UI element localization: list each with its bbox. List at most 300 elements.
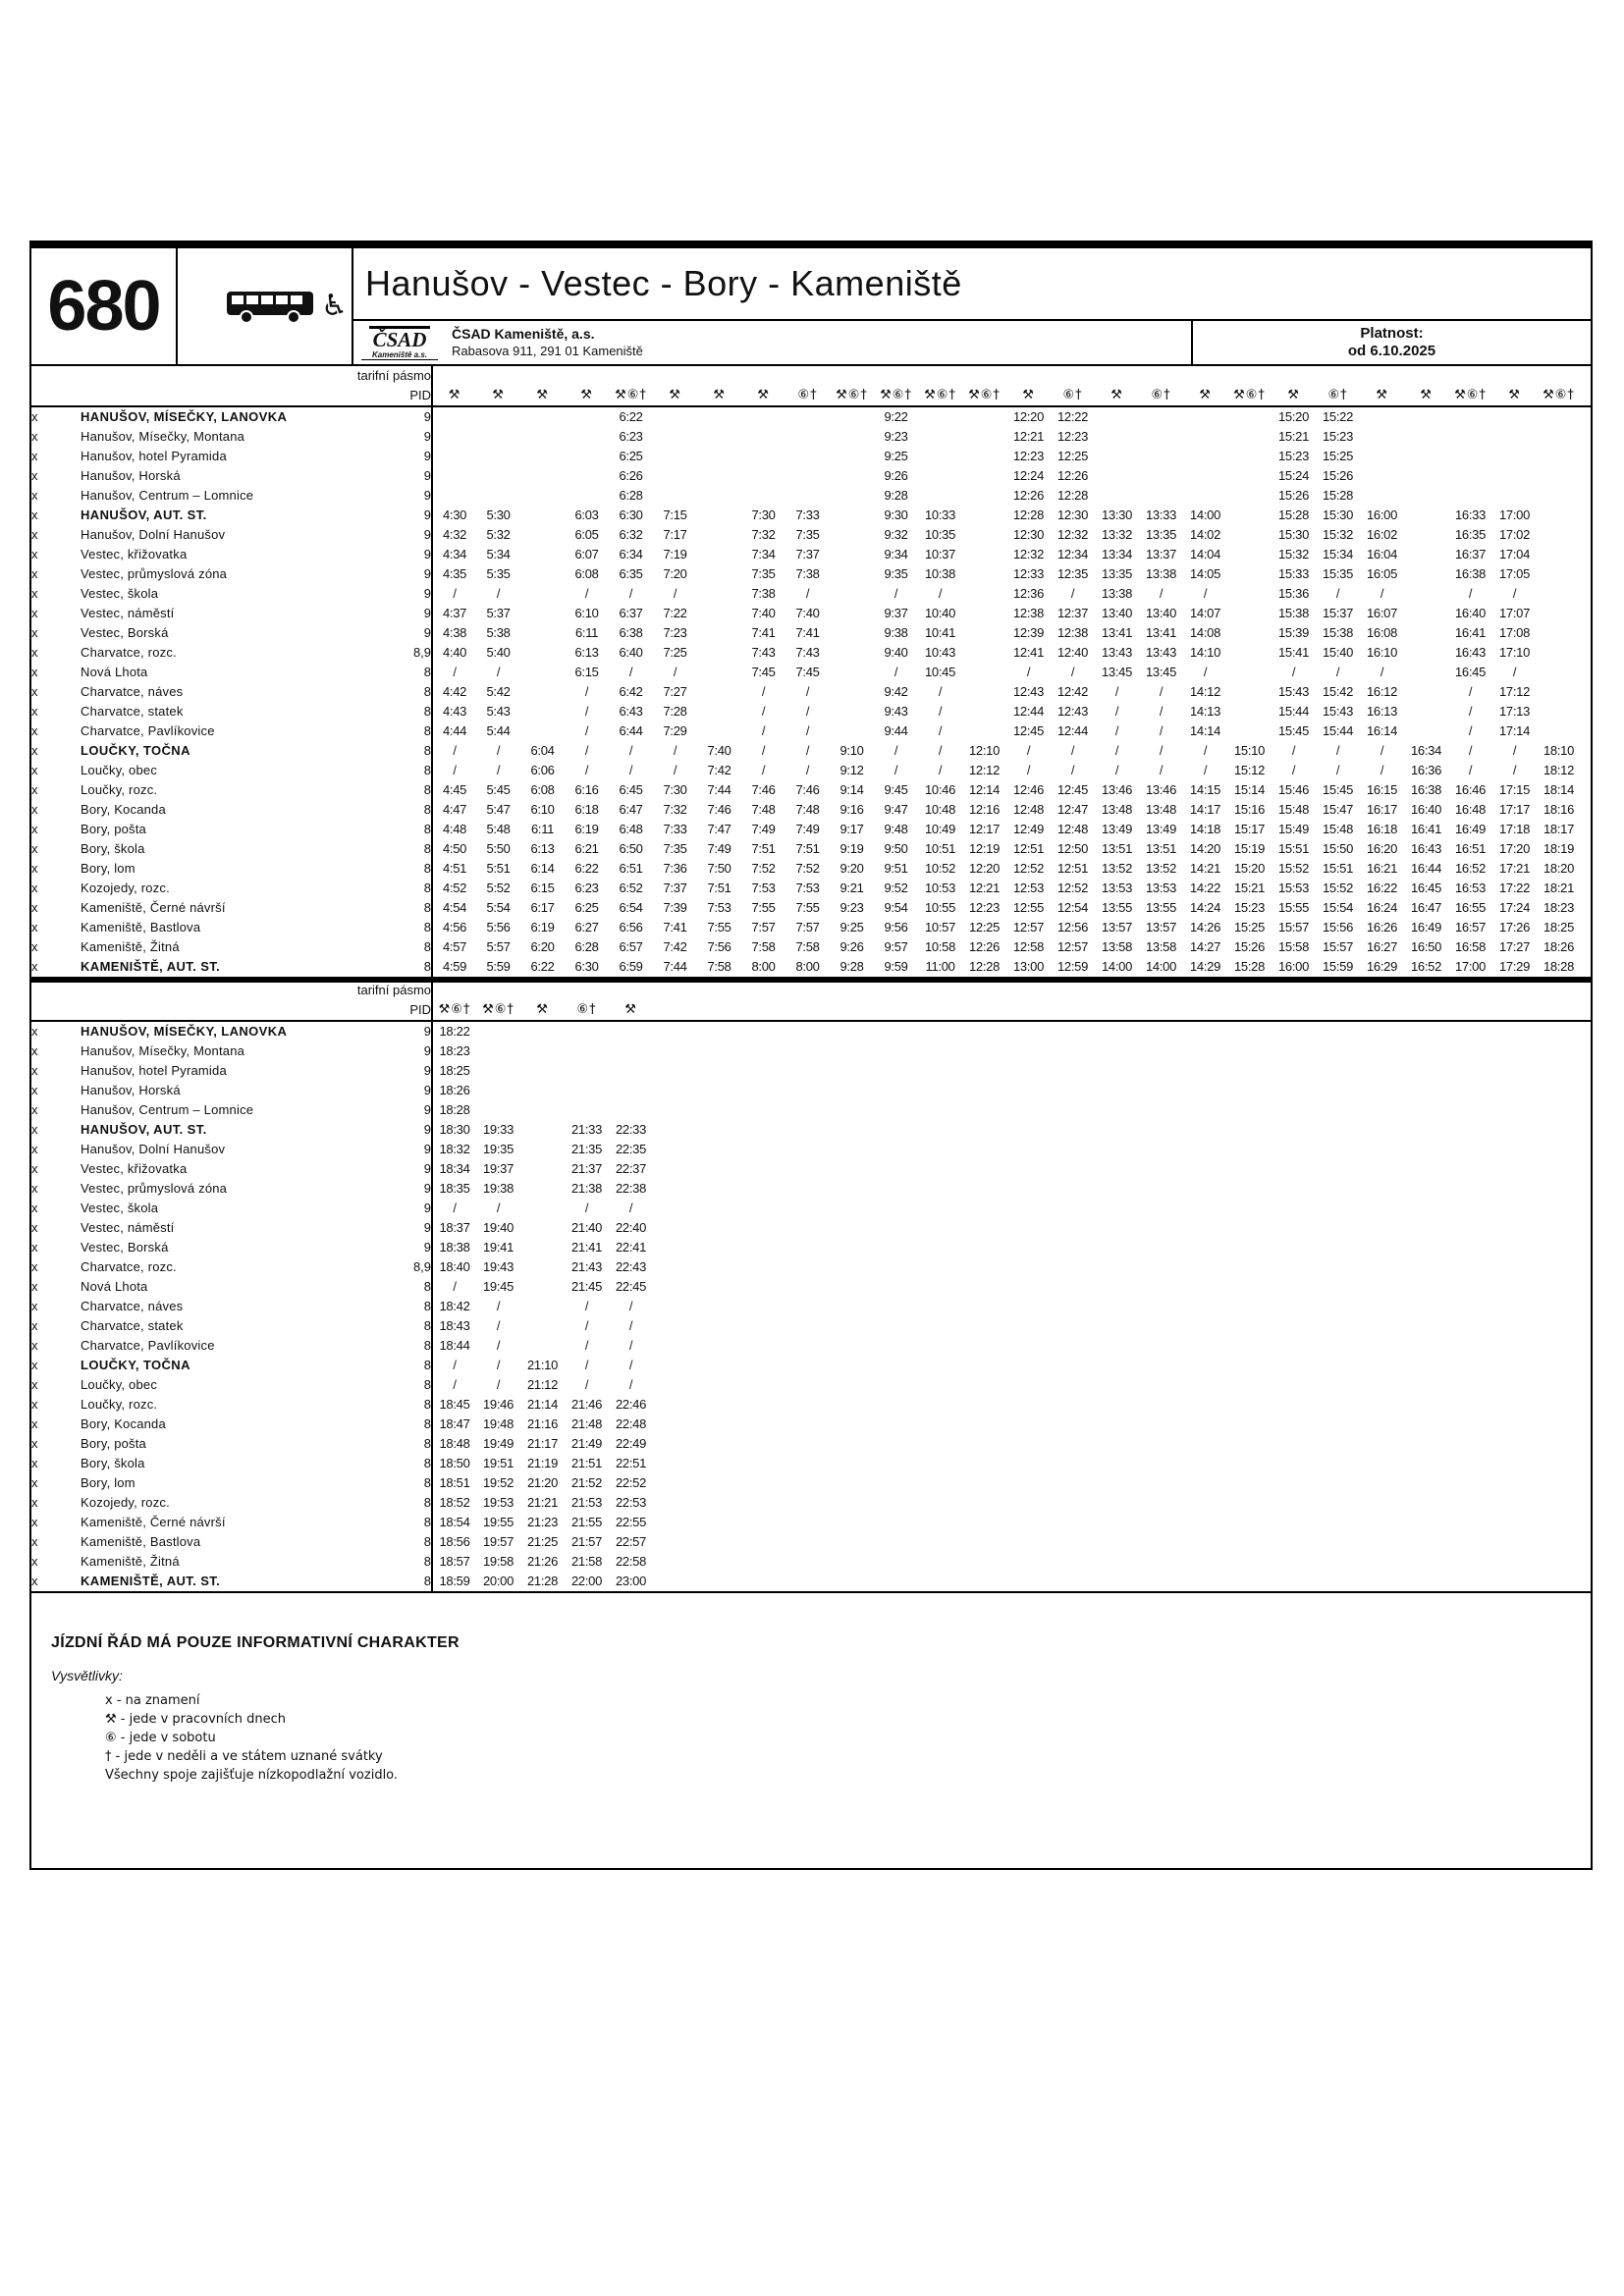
zone-cell: 8 [387, 918, 432, 937]
station-row [31, 447, 1591, 466]
station-row [31, 545, 1591, 564]
time-cell: / [584, 586, 589, 601]
time-cell: 6:27 [574, 920, 599, 934]
time-cell: 18:34 [439, 1161, 470, 1176]
time-cell: 14:02 [1190, 527, 1221, 542]
time-cell: 15:59 [1323, 959, 1354, 974]
station-name: Hanušov, Dolní Hanušov [81, 1142, 226, 1156]
time-cell: 9:38 [884, 625, 908, 640]
time-cell [1404, 447, 1448, 466]
time-cell: / [496, 1338, 501, 1353]
time-cell [830, 643, 874, 663]
zone-cell: 8 [387, 839, 432, 859]
time-cell [1139, 447, 1183, 466]
time-cell: 22:49 [616, 1436, 647, 1451]
time-cell: 7:44 [663, 959, 687, 974]
time-cell: 19:49 [483, 1436, 514, 1451]
time-cell: 12:54 [1057, 900, 1089, 915]
station-row [31, 780, 1591, 800]
time-cell: 12:20 [1013, 409, 1045, 424]
time-cell: 7:41 [795, 625, 820, 640]
time-cell: / [584, 743, 589, 758]
time-cell [962, 604, 1006, 623]
time-cell: 14:18 [1190, 822, 1221, 836]
filler-cell [653, 1257, 1591, 1277]
request-stop-marker: x [31, 802, 38, 817]
station-row [31, 1159, 1591, 1179]
time-cell: 16:15 [1367, 782, 1398, 797]
time-cell [1227, 584, 1272, 604]
time-cell: 15:47 [1323, 802, 1354, 817]
time-cell [785, 447, 830, 466]
validity-value: od 6.10.2025 [1347, 343, 1436, 359]
time-cell [962, 427, 1006, 447]
zone-cell: 9 [387, 623, 432, 643]
time-cell: 16:55 [1455, 900, 1487, 915]
time-cell: 15:26 [1323, 468, 1354, 483]
time-cell: / [496, 665, 501, 679]
time-cell: 5:59 [486, 959, 511, 974]
time-cell: / [584, 1299, 589, 1313]
time-cell: 6:22 [619, 409, 643, 424]
time-cell: 6:08 [530, 782, 555, 797]
request-stop-marker: x [31, 743, 38, 758]
time-cell: / [1159, 704, 1164, 719]
time-cell: 13:45 [1102, 665, 1133, 679]
station-name: Loučky, obec [81, 763, 158, 777]
time-cell [520, 1120, 565, 1140]
time-cell: 22:57 [616, 1534, 647, 1549]
time-cell: 6:07 [574, 547, 599, 561]
time-cell [697, 564, 741, 584]
filler-cell [1581, 780, 1591, 800]
station-row [31, 1257, 1591, 1277]
time-cell [1537, 564, 1581, 584]
time-cell: / [1468, 763, 1473, 777]
time-cell: / [1512, 763, 1517, 777]
time-cell [1492, 406, 1537, 427]
time-cell: 13:35 [1102, 566, 1133, 581]
time-cell: / [628, 1318, 633, 1333]
time-cell [1139, 427, 1183, 447]
time-cell [565, 466, 609, 486]
time-cell: 13:32 [1102, 527, 1133, 542]
time-cell: 17:27 [1499, 939, 1531, 954]
time-cell: 12:38 [1013, 606, 1045, 620]
filler-cell [1581, 584, 1591, 604]
filler-cell [1581, 623, 1591, 643]
time-cell: 4:48 [442, 822, 467, 836]
time-cell: 21:33 [571, 1122, 603, 1137]
request-stop-marker: x [31, 881, 38, 895]
station-name: KAMENIŠTĚ, AUT. ST. [81, 1574, 221, 1588]
station-name: Charvatce, náves [81, 684, 184, 699]
station-row [31, 1238, 1591, 1257]
time-cell: / [1380, 586, 1384, 601]
zone-cell: 9 [387, 584, 432, 604]
time-cell: 14:07 [1190, 606, 1221, 620]
day-symbols: ⚒ [432, 366, 476, 406]
time-cell: 18:16 [1543, 802, 1575, 817]
zone-cell: 8 [387, 1316, 432, 1336]
time-cell [609, 1021, 653, 1041]
time-cell: / [1335, 586, 1340, 601]
station-row [31, 839, 1591, 859]
time-cell: 22:40 [616, 1220, 647, 1235]
time-cell [1360, 466, 1404, 486]
time-cell: 4:38 [442, 625, 467, 640]
time-cell [476, 1041, 520, 1061]
pictogram-cell [176, 248, 353, 364]
legend-item: x - na znamení [105, 1693, 200, 1708]
zone-cell: 8 [387, 1395, 432, 1415]
station-name: Hanušov, Mísečky, Montana [81, 429, 245, 444]
time-cell: / [584, 1201, 589, 1215]
zone-cell: 8 [387, 937, 432, 957]
time-cell: 9:48 [884, 822, 908, 836]
time-cell [1404, 643, 1448, 663]
time-cell: 7:30 [751, 507, 776, 522]
filler-cell [1581, 427, 1591, 447]
time-cell: 12:10 [969, 743, 1001, 758]
time-cell: 7:48 [795, 802, 820, 817]
time-cell: 6:13 [530, 841, 555, 856]
time-cell: 4:30 [442, 507, 467, 522]
time-cell [1404, 506, 1448, 525]
time-cell: 16:05 [1367, 566, 1398, 581]
time-cell [1095, 486, 1139, 506]
time-cell: / [805, 743, 810, 758]
time-cell [962, 406, 1006, 427]
time-cell: 7:33 [663, 822, 687, 836]
time-cell: 12:22 [1057, 409, 1089, 424]
time-cell [1227, 406, 1272, 427]
time-cell: 7:38 [751, 586, 776, 601]
route-title-cell [353, 248, 1591, 321]
time-cell: 6:26 [619, 468, 643, 483]
time-cell: / [584, 1338, 589, 1353]
station-row [31, 406, 1591, 427]
time-cell [830, 564, 874, 584]
request-stop-marker: x [31, 1318, 38, 1333]
day-symbols: ⚒ [1404, 366, 1448, 406]
filler-cell [653, 1218, 1591, 1238]
time-cell: / [584, 684, 589, 699]
time-cell [1537, 406, 1581, 427]
time-cell [697, 721, 741, 741]
time-cell [520, 643, 565, 663]
station-name: Charvatce, rozc. [81, 645, 177, 660]
filler-cell [653, 1434, 1591, 1454]
time-cell: 9:25 [884, 449, 908, 463]
time-cell [1095, 466, 1139, 486]
time-cell: 5:54 [486, 900, 511, 915]
time-cell [476, 1061, 520, 1081]
time-cell: 13:45 [1146, 665, 1177, 679]
time-cell: 6:30 [574, 959, 599, 974]
time-cell [653, 447, 697, 466]
time-cell [697, 545, 741, 564]
filler-cell [1581, 486, 1591, 506]
time-cell [830, 584, 874, 604]
time-cell [962, 721, 1006, 741]
time-cell: 13:33 [1146, 507, 1177, 522]
station-row [31, 1081, 1591, 1100]
zone-cell: 8,9 [387, 1257, 432, 1277]
time-cell: 6:30 [619, 507, 643, 522]
time-cell: 15:32 [1278, 547, 1310, 561]
time-cell: 12:58 [1013, 939, 1045, 954]
time-cell: 15:40 [1323, 645, 1354, 660]
time-cell: 17:00 [1455, 959, 1487, 974]
time-cell: 7:41 [751, 625, 776, 640]
time-cell: / [453, 665, 457, 679]
time-cell: 9:59 [884, 959, 908, 974]
time-cell: 18:25 [1543, 920, 1575, 934]
time-cell: 15:55 [1278, 900, 1310, 915]
time-cell [830, 702, 874, 721]
time-cell [1227, 623, 1272, 643]
time-cell [565, 1021, 609, 1041]
time-cell [653, 466, 697, 486]
time-cell [476, 466, 520, 486]
time-cell: 7:23 [663, 625, 687, 640]
time-cell: 7:25 [663, 645, 687, 660]
filler-cell [1581, 918, 1591, 937]
time-cell: 19:40 [483, 1220, 514, 1235]
filler-cell [653, 1081, 1591, 1100]
time-cell: / [1070, 743, 1075, 758]
time-cell [432, 466, 476, 486]
zone-cell: 9 [387, 1159, 432, 1179]
time-cell: 16:18 [1367, 822, 1398, 836]
station-row [31, 702, 1591, 721]
time-cell [697, 466, 741, 486]
time-cell [1492, 447, 1537, 466]
time-cell [1227, 466, 1272, 486]
time-cell: 12:14 [969, 782, 1001, 797]
time-cell: 13:41 [1146, 625, 1177, 640]
time-cell: 13:58 [1146, 939, 1177, 954]
zone-cell: 8 [387, 1552, 432, 1572]
zone-cell: 9 [387, 466, 432, 486]
time-cell: 14:08 [1190, 625, 1221, 640]
request-stop-marker: x [31, 547, 38, 561]
time-cell [520, 1218, 565, 1238]
zone-cell: 8 [387, 957, 432, 977]
time-cell [565, 486, 609, 506]
time-cell: / [1114, 763, 1119, 777]
time-cell: 12:57 [1057, 939, 1089, 954]
time-cell: 7:20 [663, 566, 687, 581]
time-cell: 5:48 [486, 822, 511, 836]
zone-cell: 8 [387, 741, 432, 761]
time-cell: 9:25 [839, 920, 864, 934]
request-stop-marker: x [31, 488, 38, 503]
time-cell: 22:00 [571, 1574, 603, 1588]
time-cell: 18:10 [1543, 743, 1575, 758]
zone-cell: 9 [387, 525, 432, 545]
request-stop-marker: x [31, 1083, 38, 1097]
zone-cell: 8 [387, 859, 432, 879]
day-symbols: ⚒ [741, 366, 785, 406]
time-cell: / [1070, 586, 1075, 601]
time-cell: 10:40 [925, 606, 956, 620]
filler-cell [1581, 406, 1591, 427]
time-cell: / [1114, 704, 1119, 719]
line-number-cell [31, 248, 178, 364]
zone-header: tarifní pásmo PID [31, 366, 432, 406]
time-cell: 18:21 [1543, 881, 1575, 895]
station-row [31, 1021, 1591, 1041]
day-symbols: ⑥† [1051, 366, 1095, 406]
time-cell: 14:00 [1102, 959, 1133, 974]
time-cell: 7:42 [663, 939, 687, 954]
time-cell [697, 682, 741, 702]
time-cell: 12:45 [1013, 723, 1045, 738]
time-cell: / [1512, 665, 1517, 679]
time-cell: 22:52 [616, 1475, 647, 1490]
time-cell: 21:21 [527, 1495, 559, 1510]
time-cell: 6:32 [619, 527, 643, 542]
time-cell: 16:41 [1455, 625, 1487, 640]
time-cell: 15:20 [1278, 409, 1310, 424]
station-name: HANUŠOV, AUT. ST. [81, 1122, 207, 1137]
time-cell: 15:20 [1234, 861, 1266, 876]
time-cell [520, 721, 565, 741]
time-cell: 12:28 [969, 959, 1001, 974]
request-stop-marker: x [31, 409, 38, 424]
time-cell: 12:43 [1057, 704, 1089, 719]
csad-logo-text: ČSAD [369, 326, 431, 350]
time-cell: 6:19 [574, 822, 599, 836]
time-cell: 7:30 [663, 782, 687, 797]
zone-cell: 9 [387, 545, 432, 564]
time-cell: 5:35 [486, 566, 511, 581]
station-name: Loučky, obec [81, 1377, 158, 1392]
time-cell: 7:49 [795, 822, 820, 836]
time-cell [697, 643, 741, 663]
time-cell: 15:57 [1323, 939, 1354, 954]
time-cell: 16:07 [1367, 606, 1398, 620]
time-cell: / [673, 665, 677, 679]
station-row [31, 525, 1591, 545]
time-cell: / [1203, 763, 1208, 777]
request-stop-marker: x [31, 449, 38, 463]
time-cell: 18:14 [1543, 782, 1575, 797]
time-cell [830, 682, 874, 702]
station-name: Hanušov, hotel Pyramida [81, 449, 227, 463]
time-cell: 7:46 [795, 782, 820, 797]
time-cell: 7:58 [707, 959, 731, 974]
time-cell: / [628, 763, 633, 777]
time-cell [520, 466, 565, 486]
time-cell: 16:02 [1367, 527, 1398, 542]
time-cell: 9:47 [884, 802, 908, 817]
time-cell [1537, 643, 1581, 663]
time-cell: 16:00 [1367, 507, 1398, 522]
time-cell: 15:45 [1278, 723, 1310, 738]
request-stop-marker: x [31, 1259, 38, 1274]
zone-cell: 8 [387, 1434, 432, 1454]
station-row [31, 879, 1591, 898]
time-cell: / [1159, 684, 1164, 699]
time-cell: / [628, 665, 633, 679]
time-cell [697, 406, 741, 427]
station-name: Vestec, náměstí [81, 606, 175, 620]
time-cell: 10:49 [925, 822, 956, 836]
time-cell: 7:50 [707, 861, 731, 876]
time-cell: 4:44 [442, 723, 467, 738]
time-cell: 6:59 [619, 959, 643, 974]
time-cell: 4:42 [442, 684, 467, 699]
time-cell: 9:26 [884, 468, 908, 483]
time-cell: 18:25 [439, 1063, 470, 1078]
time-cell: 12:52 [1057, 881, 1089, 895]
time-cell: 12:20 [969, 861, 1001, 876]
time-cell: 9:45 [884, 782, 908, 797]
time-cell: 13:55 [1146, 900, 1177, 915]
time-cell [476, 486, 520, 506]
time-cell [1404, 721, 1448, 741]
station-row [31, 1218, 1591, 1238]
time-cell: 6:05 [574, 527, 599, 542]
time-cell [520, 427, 565, 447]
time-cell: 15:36 [1278, 586, 1310, 601]
time-cell: 7:41 [663, 920, 687, 934]
station-name: Loučky, rozc. [81, 1397, 158, 1412]
time-cell: 7:45 [795, 665, 820, 679]
time-cell: / [453, 763, 457, 777]
time-cell: 6:34 [619, 547, 643, 561]
time-cell: 12:32 [1013, 547, 1045, 561]
station-row [31, 1415, 1591, 1434]
time-cell: 9:40 [884, 645, 908, 660]
time-cell: / [496, 586, 501, 601]
station-name: Bory, škola [81, 1456, 145, 1470]
time-cell: 15:48 [1323, 822, 1354, 836]
station-name: Charvatce, Pavlíkovice [81, 1338, 215, 1353]
time-cell: 4:51 [442, 861, 467, 876]
station-name: Bory, lom [81, 861, 135, 876]
filler-cell [653, 1041, 1591, 1061]
time-cell: 22:33 [616, 1122, 647, 1137]
time-cell: 15:28 [1323, 488, 1354, 503]
request-stop-marker: x [31, 1161, 38, 1176]
time-cell: / [1380, 763, 1384, 777]
time-cell: 4:50 [442, 841, 467, 856]
time-cell: 12:40 [1057, 645, 1089, 660]
time-cell: / [1468, 723, 1473, 738]
time-cell: 9:28 [884, 488, 908, 503]
station-row [31, 1179, 1591, 1199]
time-cell [520, 1061, 565, 1081]
time-cell: / [1114, 723, 1119, 738]
request-stop-marker: x [31, 782, 38, 797]
time-cell: 9:51 [884, 861, 908, 876]
time-cell [476, 447, 520, 466]
time-cell: 15:37 [1323, 606, 1354, 620]
time-cell: 13:49 [1102, 822, 1133, 836]
time-cell: / [1026, 743, 1031, 758]
time-cell: 15:23 [1234, 900, 1266, 915]
time-cell: 6:23 [574, 881, 599, 895]
day-symbols: ⚒ [1095, 366, 1139, 406]
time-cell: 16:36 [1411, 763, 1442, 777]
station-name: Vestec, křižovatka [81, 547, 188, 561]
time-cell: / [453, 1377, 457, 1392]
time-cell: 19:41 [483, 1240, 514, 1255]
